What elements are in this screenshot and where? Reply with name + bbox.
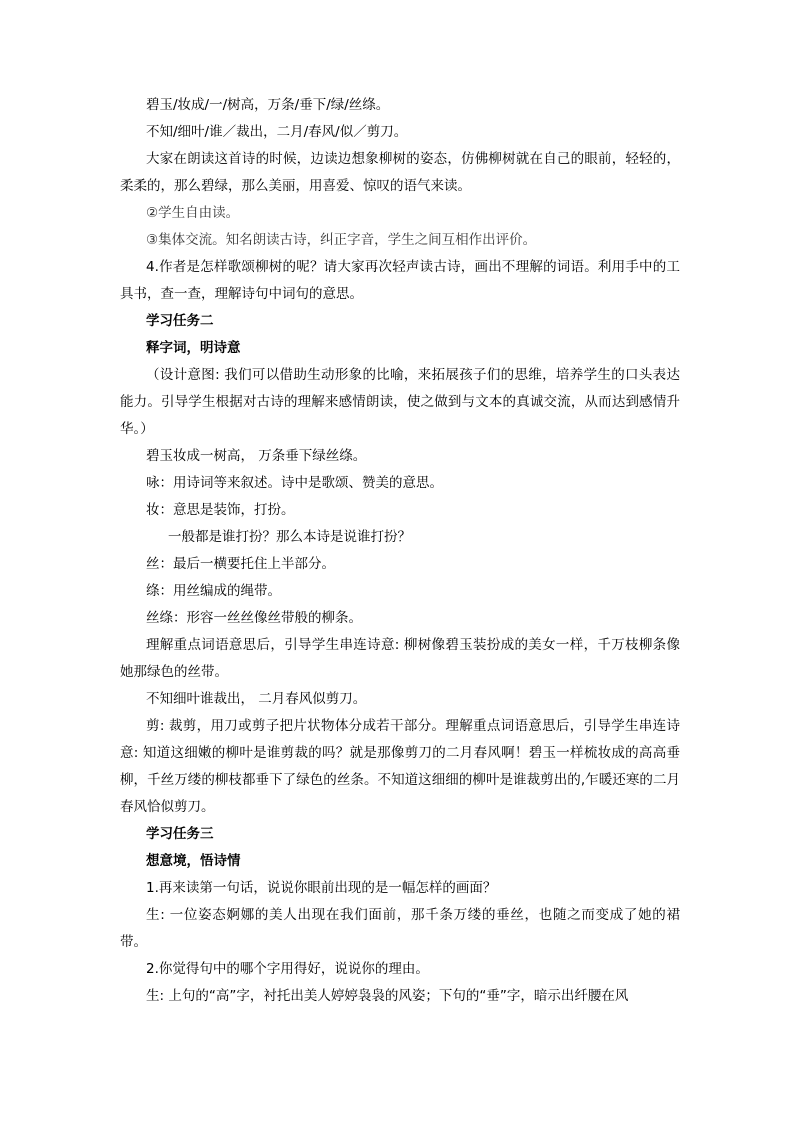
meaning-first-couplet: 理解重点词语意思后，引导学生串连诗意: 柳树像碧玉装扮成的美女一样，千万枝柳条像她那绿色的丝带。 [120, 637, 680, 680]
poem-line-2: 不知/细叶/谁／裁出，二月/春风/似／剪刀。 [146, 124, 408, 140]
step-4-question: 4.作者是怎样歌颂柳树的呢？请大家再次轻声读古诗，画出不理解的词语。利用手中的工具书，查一查，理解诗句中词句的意思。 [120, 259, 680, 302]
student-answer-1: 生: 一位姿态婀娜的美人出现在我们面前，那千条万缕的垂丝，也随之而变成了她的裙带。 [120, 907, 680, 950]
word-yong: 咏：用诗词等来叙述。诗中是歌颂、赞美的意思。 [146, 475, 443, 491]
task-3-subheading: 想意境，悟诗情 [146, 853, 241, 869]
task-3-heading: 学习任务三 [146, 826, 214, 842]
document-body [120, 92, 680, 1010]
step-free-reading: ②学生自由读。 [146, 205, 240, 221]
question-who-dresses: 一般都是谁打扮？那么本诗是说谁打扮？ [168, 529, 411, 545]
step-group-sharing: ③集体交流。知名朗读古诗，纠正字音，学生之间互相作出评价。 [146, 232, 537, 248]
reading-guidance: 大家在朗读这首诗的时候，边读边想象柳树的姿态，仿佛柳树就在自己的眼前，轻轻的，柔柔的，那么碧绿，那么美丽，用喜爱、惊叹的语气来读。 [120, 151, 680, 194]
question-1: 1.再来读第一句话，说说你眼前出现的是一幅怎样的画面？ [146, 880, 497, 896]
word-jian-explanation: 剪: 裁剪，用刀或剪子把片状物体分成若干部分。理解重点词语意思后，引导学生串连诗意: 知道这细嫩的柳叶是谁剪裁的吗？就是那像剪刀的二月春风啊！碧玉一样梳妆成的高高垂柳，千丝万缕的柳枝都垂下了绿色的丝条。不知道这细细的柳叶是谁裁剪出的,乍暖还寒的二月春风恰似剪刀。 [120, 718, 680, 815]
word-tao: 绦：用丝编成的绳带。 [146, 583, 281, 599]
design-intent: （设计意图: 我们可以借助生动形象的比喻，来拓展孩子们的思维，培养学生的口头表达能力。引导学生根据对古诗的理解来感情朗读，使之做到与文本的真诚交流，从而达到感情升华。） [120, 367, 680, 437]
word-si: 丝：最后一横要托住上半部分。 [146, 556, 335, 572]
task-2-subheading: 释字词，明诗意 [146, 340, 241, 356]
poem-line-1: 碧玉/妆成/一/树高，万条/垂下/绿/丝绦。 [146, 97, 390, 113]
word-zhuang: 妆：意思是装饰，打扮。 [146, 502, 295, 518]
student-answer-2: 生: 上句的“高”字，衬托出美人婷婷袅袅的风姿；下句的“垂”字，暗示出纤腰在风 [146, 988, 629, 1004]
poem-second-couplet: 不知细叶谁裁出， 二月春风似剪刀。 [146, 691, 367, 707]
question-2: 2.你觉得句中的哪个字用得好，说说你的理由。 [146, 961, 429, 977]
task-2-heading: 学习任务二 [146, 313, 214, 329]
poem-first-couplet: 碧玉妆成一树高， 万条垂下绿丝绦。 [146, 448, 367, 464]
word-sitao: 丝绦：形容一丝丝像丝带般的柳条。 [146, 610, 362, 626]
